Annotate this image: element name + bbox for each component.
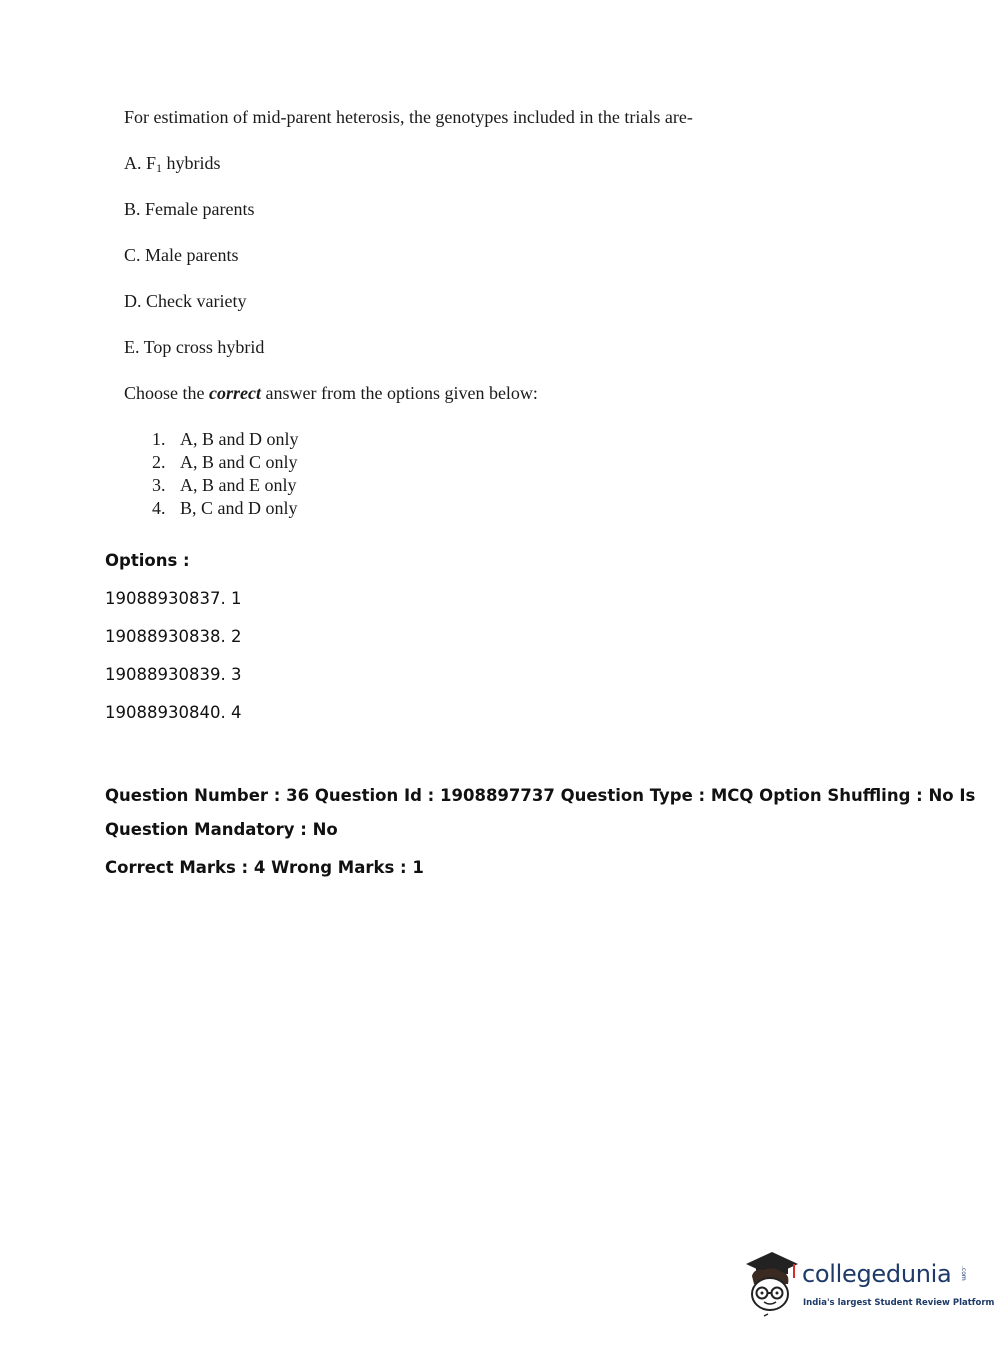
- option-item: 19088930839. 3: [105, 665, 242, 684]
- option-item: 19088930838. 2: [105, 627, 242, 646]
- options-heading: Options :: [105, 551, 190, 570]
- answer-item: 1. A, B and D only: [152, 429, 299, 449]
- option-item: 19088930837. 1: [105, 589, 242, 608]
- choice-d: D. Check variety: [124, 291, 247, 311]
- answer-list: [152, 428, 299, 520]
- choice-e: E. Top cross hybrid: [124, 337, 265, 357]
- answer-item: 4. B, C and D only: [152, 498, 298, 518]
- instruction: Choose the correct answer from the options given below:: [124, 383, 538, 403]
- question-meta-line1: Question Number : 36 Question Id : 1908897737 Question Type : MCQ Option Shuffling : No Is: [105, 786, 976, 805]
- option-item: 19088930840. 4: [105, 703, 242, 722]
- answer-item: 2. A, B and C only: [152, 452, 298, 472]
- choice-c: C. Male parents: [124, 245, 239, 265]
- brand-name: collegedunia: [802, 1260, 952, 1288]
- question-meta-line2: Question Mandatory : No: [105, 820, 338, 839]
- question-stem: For estimation of mid-parent heterosis, the genotypes included in the trials are-: [124, 107, 693, 127]
- question-meta-line3: Correct Marks : 4 Wrong Marks : 1: [105, 858, 424, 877]
- answer-item: 3. A, B and E only: [152, 475, 297, 495]
- brand-tagline: India's largest Student Review Platform: [803, 1298, 995, 1308]
- brand-suffix: .com: [960, 1266, 967, 1281]
- collegedunia-logo: [742, 1248, 995, 1318]
- choice-b: B. Female parents: [124, 199, 255, 219]
- mascot-icon: [742, 1248, 802, 1318]
- choice-a: A. $F_1$ hybrids: [124, 153, 221, 175]
